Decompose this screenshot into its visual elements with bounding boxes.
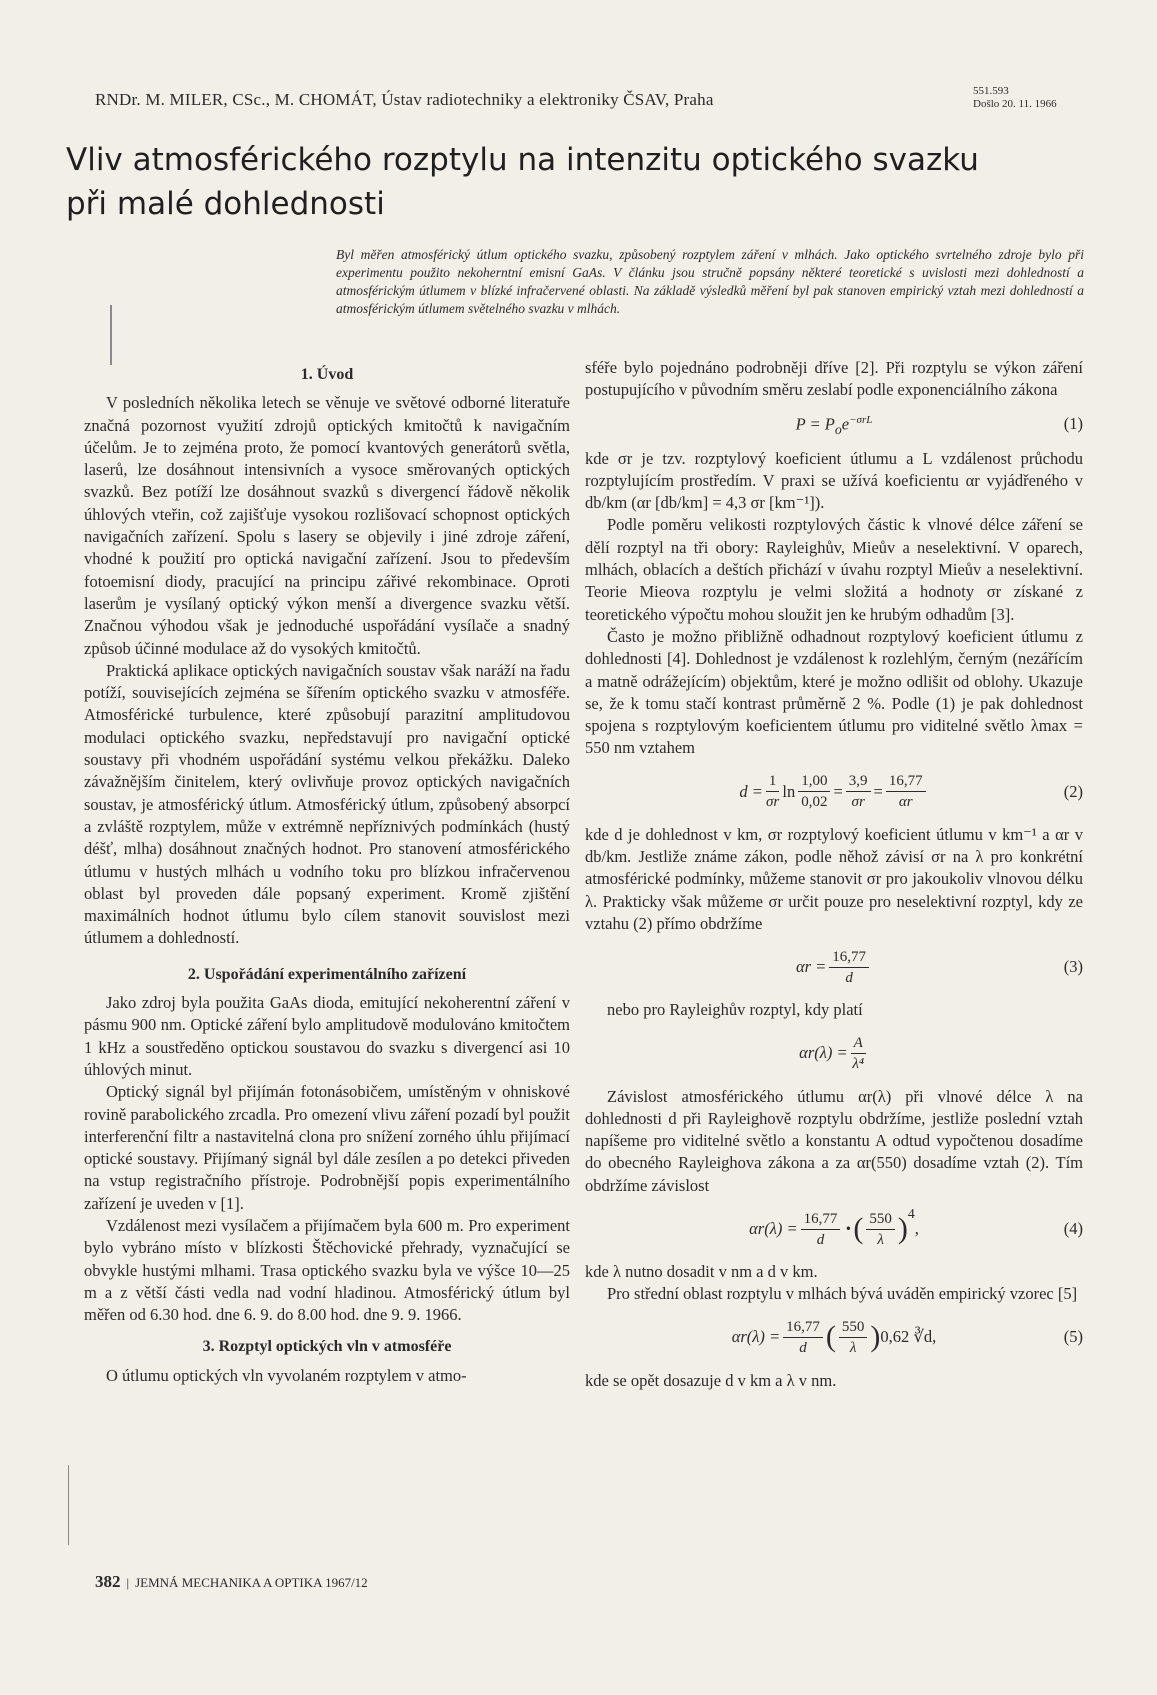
eq-part: αr(λ) = (749, 1218, 798, 1238)
fraction (766, 771, 780, 812)
paragraph: Praktická aplikace optických navigačních soustav však naráží na řadu potíží, souvisejících zejména se šířením optického svazku v atmosféře. Atmosférické turbulence, které způsobují parazitní amplitudovou modulaci optického svazku, nepředstavují pro navigační optické soustavy při vhodném uspořádání systému velkou překážku. Daleko závažnějším činitelem, který ovlivňuje provoz optických navigačních soustav, je atmosférický útlum. Atmosférický útlum, způsobený absorpcí a zvláště rozptylem, může v extrémně nepříznivých podmínkách (hustý déšť, mlha) dosáhnout značných hodnot. Pro stanovení atmosférického útlumu v hustých mlhách u vodního toku pro blízkou infračervenou oblast byl proveden dále popsaný experiment. Kromě zjištění maximálních hodnot útlumu bylo cílem stanovit souvislost mezi útlumem a dohledností. (84, 660, 570, 948)
equation-1 (585, 408, 1083, 442)
received-date: Došlo 20. 11. 1966 (973, 98, 1057, 110)
paragraph: kde λ nutno dosadit v nm a d v km. (585, 1262, 818, 1282)
paragraph: Vzdálenost mezi vysílačem a přijímačem byla 600 m. Pro experiment bylo vybráno místo v blízkosti Štěchovické přehrady, vyznačující se obvykle hustými mlhami. Trasa optického svazku byla ve výšce 10—25 m a z větší části vedla nad vodní hladinou. Atmosférický útlum byl měřen od 6.30 hod. dne 6. 9. do 8.00 hod. dne 9. 9. 1966. (84, 1215, 570, 1325)
eq-part: ln (782, 781, 796, 801)
frac-bottom: λ⁴ (852, 1056, 865, 1073)
frac-top: 16,77 (829, 947, 869, 968)
eq-part: αr(λ) = (731, 1327, 781, 1347)
paragraph: nebo pro Rayleighův rozptyl, kdy platí (607, 1000, 863, 1020)
eq-sub: o (834, 421, 842, 437)
page-number: 382 (95, 1572, 121, 1591)
margin-mark (110, 305, 112, 365)
eq-part: d = (739, 781, 763, 801)
fraction (783, 1317, 823, 1358)
journal-name: JEMNÁ MECHANIKA A OPTIKA 1967/12 (135, 1575, 368, 1590)
paragraph: kde se opět dosazuje d v km a λ v nm. (585, 1370, 837, 1390)
title-line-1: Vliv atmosférického rozptylu na intenzitu optického svazku (66, 142, 979, 178)
left-column (84, 360, 570, 1387)
author-line: RNDr. M. MILER, CSc., M. CHOMÁT, Ústav radiotechniky a elektroniky ČSAV, Praha (95, 90, 714, 109)
equation-number: (2) (1063, 781, 1083, 801)
equation-rayleigh (585, 1028, 1083, 1080)
eq-sup: −σrL (849, 413, 873, 426)
frac-top: 16,77 (783, 1317, 823, 1338)
frac-bottom: 0,02 (801, 794, 828, 811)
eq-part: P = P (795, 414, 835, 434)
frac-bottom: αr (898, 794, 913, 811)
right-column (585, 357, 1083, 1392)
paragraph: V posledních několika letech se věnuje ve světové odborné literatuře značná pozornost využití zdrojů optických kmitočtů k navigačním účelům. Je to zejména proto, že pomocí kvantových generátorů světla, laserů, lze dosáhnout intensivních a vysoce směrovaných optických svazků. Bez potíží lze dosáhnout svazků s divergencí řádově několik úhlových vteřin, což zajišťuje vysokou rozlišovací schopnost optických navigačních zařízení. Spolu s lasery se objevily i jiné zdroje záření, vhodné k použití pro optická navigační zařízení. Jsou to především fotoemisní diody, pracující na principu zářivé rekombinace. Oproti laserům je vysílaný optický výkon menší a divergence svazku větší. Značnou výhodou však je jednoduché uspořádání vysílače a snadný způsob účinné modulace až do vysokých kmitočtů. (84, 393, 570, 658)
frac-bottom: λ (877, 1231, 884, 1248)
margin-mark (68, 1465, 69, 1545)
frac-bottom: d (799, 1340, 807, 1357)
paragraph: Jako zdroj byla použita GaAs dioda, emitující nekoherentní záření v pásmu 900 nm. Optické záření bylo amplitudově modulováno kmitočtem 1 kHz a soustředěno optickou soustavou do svazku s divergencí asi 10 úhlových minut. (84, 993, 570, 1079)
equation-2 (585, 766, 1083, 818)
frac-bottom: d (845, 969, 853, 986)
fraction (866, 1209, 895, 1250)
frac-top: 16,77 (801, 1209, 841, 1230)
paragraph: Často je možno přibližně odhadnout rozptylový koeficient útlumu z dohlednosti [4]. Dohlednost je vzdálenost k rozlehlým, černým (nezářícím a matně odrážejícím) objektům, které je možno odlišit od oblohy. Ukazuje se, že k tomu stačí kontrast průměrně 2 %. Podle (1) je pak dohlednost spojena s rozptylovým koeficientem útlumu pro viditelné světlo λmax = 550 nm vztahem (585, 626, 1083, 758)
eq-part: αr(λ) = (799, 1043, 848, 1063)
equation-number: (5) (1063, 1327, 1083, 1347)
fraction (846, 771, 871, 812)
paragraph: Optický signál byl přijímán fotonásobičem, umístěným v ohniskové rovině parabolického zrcadla. Pro omezení vlivu záření pozadí byl použit interferenční filtr a nastavitelná clona pro snížení zorného úhlu přijímací optické soustavy. Přijímaný signál byl dále zesílen a po detekci přiveden na vstup registračního přístroje. Podrobnější popis experimentálního zařízení je uveden v [1]. (84, 1082, 570, 1213)
equation-number: (3) (1063, 957, 1083, 977)
frac-bottom: λ (849, 1340, 857, 1357)
frac-top: 550 (839, 1317, 868, 1338)
udc-code: 551.593 (973, 85, 1009, 97)
udc-block (973, 85, 1083, 111)
section-heading-1: 1. Úvod (300, 366, 354, 383)
eq-part: = (873, 781, 883, 801)
abstract: Byl měřen atmosférický útlum optického svazku, způsobený rozptylem záření v mlhách. Jako optického svrtelného zdroje bylo při experimentu použito nekoherntní emisní GaAs. V článku jsou stručně popsány některé teoretické s uvislosti mezi dohledností a atmosférickým útlumem v blízké infračervené oblasti. Na základě výsledků měření byl pak stanoven empirický vztah mezi dohledností a atmosférickým útlumem světelného svazku v mlhách. (336, 247, 1084, 316)
frac-top: 16,77 (886, 771, 926, 792)
section-heading-2: 2. Uspořádání experimentálního zařízení (187, 965, 467, 983)
equation-number: (1) (1063, 414, 1083, 434)
paragraph: kde σr je tzv. rozptylový koeficient útlumu a L vzdálenost průchodu rozptylujícím prostředím. V praxi se užívá koeficientu αr vyjádřeného v db/km (αr [db/km] = 4,3 σr [km⁻¹]). (585, 448, 1083, 513)
frac-bottom: σr (766, 794, 780, 811)
frac-top: 1,00 (798, 771, 830, 792)
fraction (801, 1209, 841, 1250)
paragraph: sféře bylo pojednáno podrobněji dříve [2]. Při rozptylu se výkon záření postupujícího v původním směru zeslabí podle exponenciálního zákona (585, 358, 1083, 400)
section-heading-3: 3. Rozptyl optických vln v atmosféře (202, 1338, 452, 1356)
eq-part: 0,62 ∛d, (880, 1327, 937, 1347)
paragraph: O útlumu optických vln vyvolaném rozptylem v atmo- (106, 1365, 467, 1385)
frac-top: 1 (766, 771, 780, 792)
paragraph: Podle poměru velikosti rozptylových částic k vlnové délce záření se dělí rozptyl na tři obory: Rayleighův, Mieův a neselektivní. V oparech, mlhách, oblacích a deštích přichází v úvahu rozptyl Mieův a neselektivní. Teorie Mieova rozptylu je velmi složitá a hodnoty σr získané z teoretického výpočtu mohou sloužit jen ke hrubým odhadům [3]. (585, 515, 1083, 624)
fraction (851, 1033, 866, 1074)
eq-part: = (833, 781, 843, 801)
frac-bottom: σr (851, 794, 865, 811)
eq-part: αr = (795, 957, 827, 977)
eq-power: 4 (907, 1206, 915, 1222)
equation-5: αr(λ) = $\frac{16,77}{d}$ ( $\frac{550}{\lambda}$ ) 0,62 ∛d, (5) (731, 1319, 1083, 1357)
frac-top: A (851, 1033, 866, 1054)
equation-3 (585, 941, 1083, 993)
frac-top: 3,9 (846, 771, 871, 792)
frac-top: 550 (866, 1209, 895, 1230)
fraction (829, 947, 869, 988)
paragraph: Pro střední oblast rozptylu v mlhách bývá uváděn empirický vzorec [5] (607, 1284, 1078, 1304)
fraction (839, 1317, 868, 1358)
equation-number: (4) (1063, 1218, 1083, 1238)
frac-bottom: d (816, 1231, 825, 1248)
page-footer: 382 | JEMNÁ MECHANIKA A OPTIKA 1967/12 (95, 1572, 368, 1591)
eq-part: e (841, 414, 850, 434)
fraction (886, 771, 926, 812)
equation-4: αr(λ) = $\frac{16,77}{d}$ ·( $\frac{550}{\lambda}$ ) $^4$ , (4) (585, 1203, 1083, 1255)
paragraph: kde d je dohlednost v km, σr rozptylový koeficient útlumu v km⁻¹ a αr v db/km. Jestliže známe zákon, podle něhož závisí σr na λ pro konkrétní atmosférické podmínky, můžeme stanovit σr pro jakoukoliv vlnovou délku λ. Prakticky však můžeme σr určit pouze pro neselektivní rozptyl, kdy ze vztahu (2) přímo obdržíme (585, 824, 1083, 933)
fraction (798, 771, 830, 812)
title-line-2: při malé dohlednosti (66, 186, 385, 222)
article-title (66, 138, 1096, 226)
paragraph: Závislost atmosférického útlumu αr(λ) při vlnové délce λ na dohlednosti d při Rayleighově rozptylu obdržíme, jestliže poslední vztah napíšeme pro viditelné světlo a konstantu A odtud vypočtenou dosadíme do obecného Rayleighova zákona a za αr(550) dosadíme vztah (2). Tím obdržíme závislost (585, 1086, 1083, 1195)
